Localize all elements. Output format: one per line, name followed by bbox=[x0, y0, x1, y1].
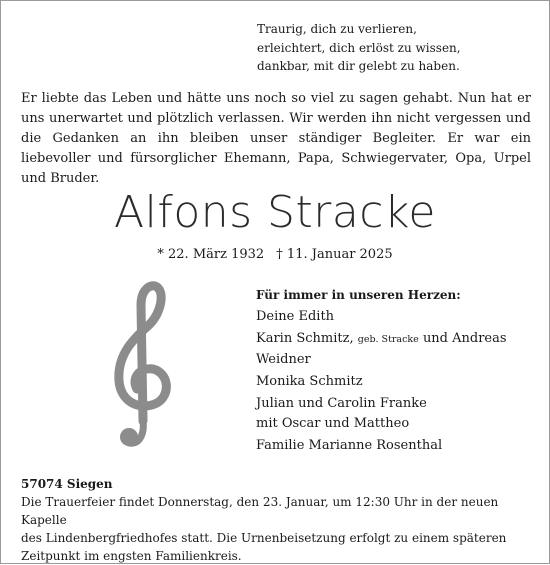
deceased-name: Alfons Stracke bbox=[114, 187, 436, 238]
poem bbox=[257, 20, 461, 76]
poem-line-2: erleichtert, dich erlöst zu wissen, bbox=[257, 40, 461, 55]
mourners-heading: Für immer in unseren Herzen: bbox=[256, 288, 461, 302]
intro-text: Er liebte das Leben und hätte uns noch so viel zu sagen gehabt. Nun hat er uns unerwartet und plötzlich verlassen. Wir werden ihn nicht vergessen und die Gedanken an ihn bleiben unser ständiger Begleiter. Er war ein liebevoller und fürsorglicher Ehemann, Papa, Schwiegervater, Opa, Urpel und Bruder. bbox=[21, 91, 531, 186]
funeral-line-1: Die Trauerfeier findet Donnerstag, den 23. Januar, um 12:30 Uhr in der neuen Kapelle bbox=[21, 495, 499, 527]
mourner-karin bbox=[256, 329, 536, 350]
funeral-line-3: Zeitpunkt im engsten Familienkreis. bbox=[21, 549, 242, 563]
mourner-karin-maiden: geb. Stracke bbox=[357, 334, 419, 345]
funeral-line-2: des Lindenbergfriedhofes statt. Die Urnenbeisetzung erfolgt zu einem späteren bbox=[21, 531, 507, 545]
birth-date: * 22. März 1932 bbox=[157, 247, 265, 262]
mourner-familie: Familie Marianne Rosenthal bbox=[256, 438, 443, 453]
death-date: † 11. Januar 2025 bbox=[276, 247, 393, 262]
poem-line-3: dankbar, mit dir gelebt zu haben. bbox=[257, 59, 460, 73]
poem-line-1: Traurig, dich zu verlieren, bbox=[257, 22, 417, 36]
mourners-list bbox=[256, 285, 536, 458]
funeral-info bbox=[21, 475, 536, 565]
mourner-karin-name: Karin Schmitz, bbox=[256, 331, 354, 346]
mourner-julian: Julian und Carolin Franke bbox=[256, 396, 427, 411]
mourner-weidner: Weidner bbox=[256, 352, 311, 367]
mourner-karin-partner: und Andreas bbox=[422, 331, 507, 346]
mourner-edith: Deine Edith bbox=[256, 309, 335, 324]
life-dates bbox=[1, 246, 549, 264]
place-line: 57074 Siegen bbox=[21, 477, 113, 491]
mourner-monika: Monika Schmitz bbox=[256, 374, 363, 389]
treble-clef-icon bbox=[105, 281, 183, 455]
mourner-oscar: mit Oscar und Mattheo bbox=[256, 416, 410, 431]
